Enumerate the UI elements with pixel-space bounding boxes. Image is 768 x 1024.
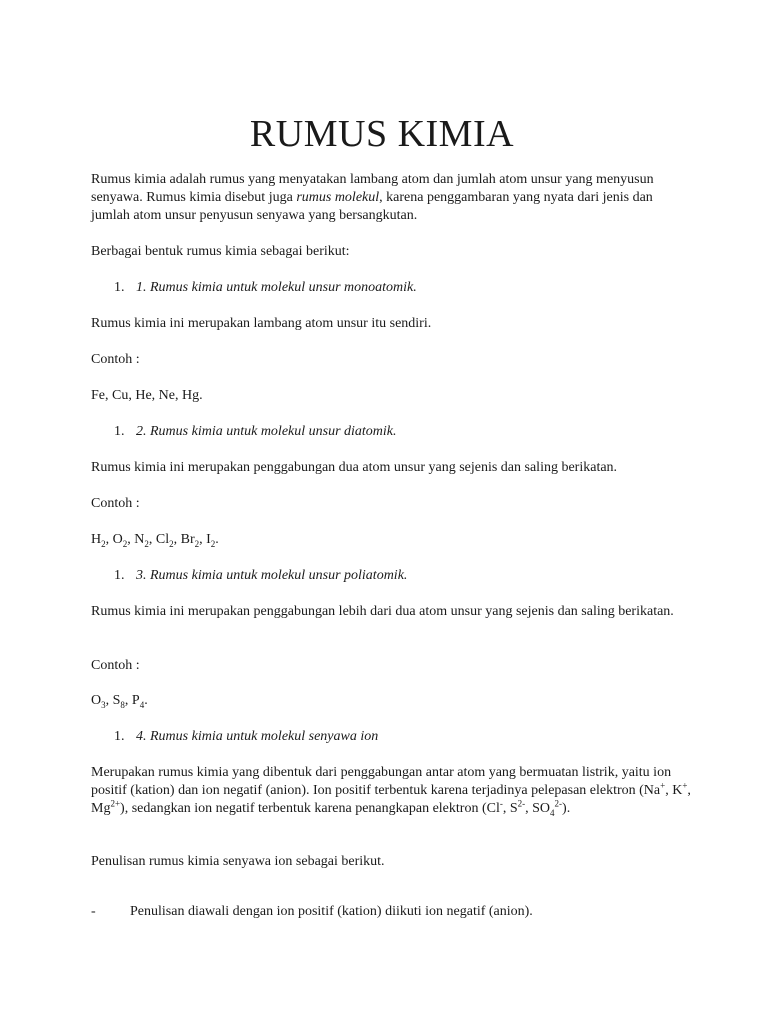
formula-symbol: S: [112, 693, 121, 708]
formula-subscript: 2: [194, 538, 200, 549]
ion-text: Merupakan rumus kimia yang dibentuk dari penggabungan antar atom yang bermuatan listrik, yaitu ion positif (kation) dan ion negatif (anion). Ion positif terbentuk karena terjadinya pelepasan elektron (Na: [91, 765, 672, 798]
formula-separator: .: [215, 532, 219, 547]
charge-superscript: 2-: [554, 798, 563, 809]
ion-paragraph: [91, 764, 691, 818]
formula: [91, 532, 113, 547]
ion-text: , K: [665, 783, 683, 798]
formula-symbol: O: [91, 693, 102, 708]
intro-text-1: Rumus kimia adalah rumus yang menyatakan lambang atom dan jumlah atom unsur yang menyusun senyawa. Rumus kimia disebut juga: [91, 172, 654, 205]
ion-text: , Mg: [91, 783, 691, 816]
formula-subscript: 4: [550, 807, 555, 818]
formula-symbol: H: [91, 532, 102, 547]
formula-subscript: 3: [101, 699, 106, 710]
charge-superscript: 2+: [110, 798, 121, 809]
list-item-4: [114, 728, 378, 746]
formula-symbol: I: [206, 532, 211, 547]
formula-separator: ,: [148, 532, 156, 547]
formula-subscript: 2: [169, 538, 174, 549]
formula-separator: .: [144, 693, 148, 708]
section-1-example: Fe, Cu, He, Ne, Hg.: [91, 388, 203, 403]
charge-superscript: +: [682, 780, 688, 791]
formula-subscript: 4: [139, 699, 145, 710]
formula-symbol: N: [134, 532, 145, 547]
ion-text: , S: [502, 801, 518, 816]
formula-symbol: P: [131, 693, 140, 708]
list-item-3: [114, 567, 407, 585]
ion-text: , SO: [525, 801, 551, 816]
formula: [113, 693, 132, 708]
forms-intro: Berbagai bentuk rumus kimia sebagai berikut:: [91, 244, 350, 259]
ion-text: ).: [562, 801, 571, 816]
formula-subscript: 2: [101, 538, 106, 549]
charge-superscript: -: [499, 798, 503, 809]
formula-separator: ,: [199, 532, 207, 547]
list-item-heading: 2. Rumus kimia untuk molekul unsur diatomik.: [136, 424, 397, 439]
formula: [156, 532, 181, 547]
list-number: 1.: [114, 280, 125, 295]
formula: [134, 532, 156, 547]
intro-paragraph: [91, 171, 691, 225]
intro-italic-term: rumus molekul: [296, 190, 380, 205]
list-number: 1.: [114, 568, 125, 583]
formula-separator: ,: [173, 532, 181, 547]
section-1-example-label: Contoh :: [91, 352, 140, 367]
formula-separator: ,: [105, 532, 113, 547]
formula-subscript: 2: [210, 538, 216, 549]
section-3-example: [91, 692, 691, 710]
list-item-heading: 3. Rumus kimia untuk molekul unsur poliatomik.: [136, 568, 408, 583]
formula-symbol: Br: [180, 532, 195, 547]
list-item-heading: 1. Rumus kimia untuk molekul unsur monoatomik.: [136, 280, 417, 295]
formula: [91, 693, 113, 708]
bullet-dash: -: [91, 904, 96, 919]
charge-superscript: 2-: [517, 798, 526, 809]
formula: [113, 532, 135, 547]
bullet-item: [91, 903, 533, 921]
formula: [132, 693, 148, 708]
writing-intro: Penulisan rumus kimia senyawa ion sebagai berikut.: [91, 854, 385, 869]
formula-separator: ,: [105, 693, 113, 708]
formula-subscript: 2: [122, 538, 128, 549]
formula-separator: ,: [127, 532, 135, 547]
ion-text: ), sedangkan ion negatif terbentuk karena penangkapan elektron (Cl: [120, 801, 500, 816]
list-number: 1.: [114, 424, 125, 439]
section-1-description: Rumus kimia ini merupakan lambang atom unsur itu sendiri.: [91, 316, 432, 331]
formula-subscript: 8: [120, 699, 125, 710]
section-2-example: [91, 531, 691, 549]
bullet-text: Penulisan diawali dengan ion positif (kation) diikuti ion negatif (anion).: [130, 904, 533, 919]
list-number: 1.: [114, 729, 125, 744]
list-item-heading: 4. Rumus kimia untuk molekul senyawa ion: [136, 729, 379, 744]
list-item-2: [114, 423, 397, 441]
intro-text-2: , karena penggambaran yang nyata dari jenis dan jumlah atom unsur penyusun senyawa yang bersangkutan.: [91, 190, 653, 223]
list-item-1: [114, 279, 417, 297]
formula: [206, 532, 219, 547]
section-3-description: Rumus kimia ini merupakan penggabungan lebih dari dua atom unsur yang sejenis dan saling berikatan.: [91, 604, 674, 619]
formula-symbol: O: [112, 532, 123, 547]
formula: [181, 532, 207, 547]
charge-superscript: +: [660, 780, 666, 791]
formula-symbol: Cl: [155, 532, 170, 547]
page-title: RUMUS KIMIA: [249, 113, 515, 155]
formula-separator: ,: [124, 693, 132, 708]
formula-subscript: 2: [144, 538, 149, 549]
section-2-example-label: Contoh :: [91, 496, 140, 511]
section-3-example-label: Contoh :: [91, 658, 140, 673]
section-2-description: Rumus kimia ini merupakan penggabungan dua atom unsur yang sejenis dan saling berikatan.: [91, 460, 618, 475]
